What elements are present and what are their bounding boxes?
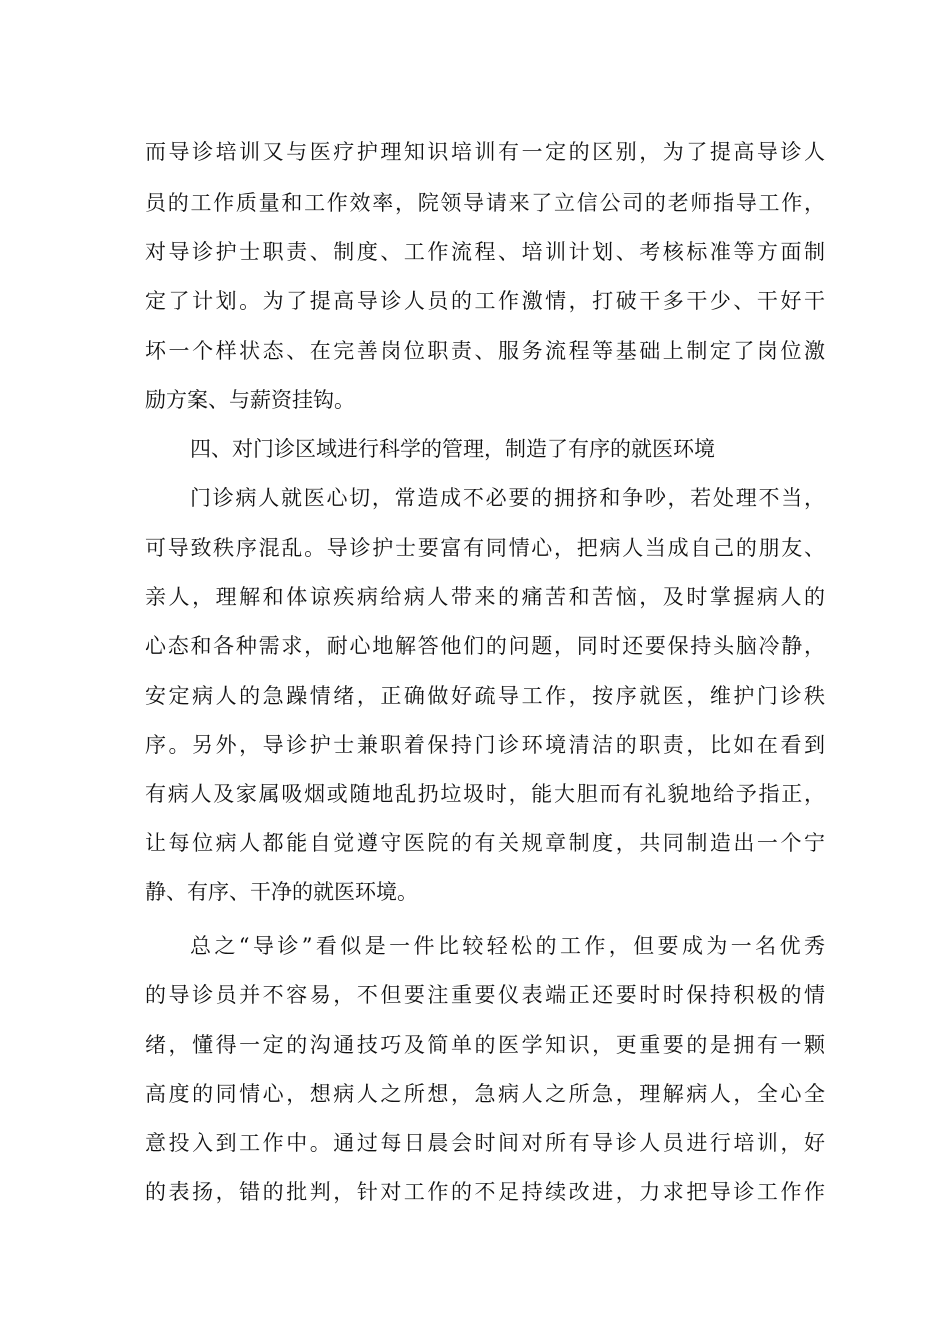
text-line: 励方案、与薪资挂钩。 <box>145 388 355 412</box>
text-line: 对导诊护士职责、制度、工作流程、培训计划、考核标准等方面制 <box>145 240 825 264</box>
text-line: 静、有序、干净的就医环境。 <box>145 880 418 904</box>
text-line: 让每位病人都能自觉遵守医院的有关规章制度，共同制造出一个宁 <box>145 831 825 855</box>
text-line: 亲人，理解和体谅疾病给病人带来的痛苦和苦恼，及时掌握病人的 <box>145 585 825 609</box>
text-line: 总之“导诊”看似是一件比较轻松的工作，但要成为一名优秀 <box>190 934 825 958</box>
text-line: 的表扬，错的批判，针对工作的不足持续改进，力求把导诊工作作 <box>145 1180 825 1204</box>
text-line: 意投入到工作中。通过每日晨会时间对所有导诊人员进行培训，好 <box>145 1131 825 1155</box>
text-line: 的导诊员并不容易，不但要注重要仪表端正还要时时保持积极的情 <box>145 983 825 1007</box>
text-line: 安定病人的急躁情绪，正确做好疏导工作，按序就医，维护门诊秩 <box>145 684 825 708</box>
text-line: 坏一个样状态、在完善岗位职责、服务流程等基础上制定了岗位激 <box>145 339 825 363</box>
text-line: 高度的同情心，想病人之所想，急病人之所急，理解病人，全心全 <box>145 1082 825 1106</box>
section-heading: 四、对门诊区域进行科学的管理，制造了有序的就医环境 <box>190 437 715 461</box>
text-line: 定了计划。为了提高导诊人员的工作激情，打破干多干少、干好干 <box>145 289 825 313</box>
text-line: 员的工作质量和工作效率，院领导请来了立信公司的老师指导工作， <box>145 191 825 215</box>
text-line: 门诊病人就医心切，常造成不必要的拥挤和争吵，若处理不当， <box>190 486 825 510</box>
text-line: 序。另外，导诊护士兼职着保持门诊环境清洁的职责，比如在看到 <box>145 733 825 757</box>
text-line: 有病人及家属吸烟或随地乱扔垃圾时，能大胆而有礼貌地给予指正， <box>145 782 825 806</box>
text-line: 绪，懂得一定的沟通技巧及简单的医学知识，更重要的是拥有一颗 <box>145 1033 825 1057</box>
text-line: 可导致秩序混乱。导诊护士要富有同情心，把病人当成自己的朋友、 <box>145 536 825 560</box>
text-line: 心态和各种需求，耐心地解答他们的问题，同时还要保持头脑冷静， <box>145 634 825 658</box>
text-line: 而导诊培训又与医疗护理知识培训有一定的区别，为了提高导诊人 <box>145 140 825 164</box>
